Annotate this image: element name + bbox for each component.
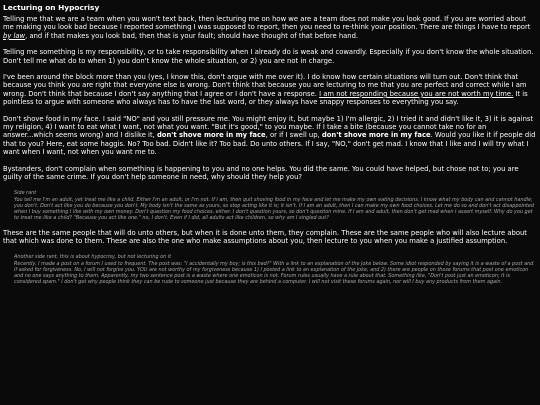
paragraph-team: [3, 15, 537, 40]
side-rant-text: You tell me I'm an adult, yet treat me like a child. Either I'm an adult, or I'm not. If I am, then quit shoving food in my face and let me make my own eating decisions. I know what my body can and cannot handle; you don't. Don't act like you do because you don't. My body isn't the same as yours, so stop acting like it is; it isn't. If I am an adult, then I can make my own food choices. Let me do so and don't act disappointed when I buy something I like with my own money. Don't question my food choices, either. I don't question yours, so don't question mine. If I am and adult, then don't get mad when I assert myself. Why do you get to treat me like a child? "Because you act like one." no, I don't. Even if I did, all adults act like children, so why am I singled out?: [14, 196, 534, 221]
emphasis-by-law: by law: [3, 31, 26, 40]
paragraph-text: Don't shove food in my face. I said "NO" and you still pressure me. You might enjoy it, but maybe 1) I'm allergic, 2) I tried it and didn't like it, 3) it is against my religion, 4) I want to eat what I want, not what you want. "But it's good," to you maybe. If I take a bite (because you cannot take no for an answer...which seems wrong) and I dislike it,: [3, 114, 534, 140]
paragraph-text: Telling me that we are a team when you won't text back, then lecturing me on how we are a team does not make you look good. If you are worried about me making you look bad because I reported something I was supposed to report, then you need to re-think your position. There are things I have to report: [3, 15, 531, 32]
paragraph-text: It is pointless to argue with someone who always has to have the last word, or they always have snappy responses to everything you say.: [3, 89, 528, 107]
side-rant-title: Side rant: [14, 189, 37, 196]
paragraph-responsibility: Telling me something is my responsibility, or to take responsibility when I already do is weak and cowardly. Especially if you don't know the whole situation. Don't tell me what do to when 1) you don't know the whole situation, or 2) you are not in charge.: [3, 48, 534, 65]
bold-statement: don't shove more in my face: [321, 131, 431, 140]
paragraph-text: , and if that makes you look bad, then that is your fault; should have thought of that before hand.: [25, 31, 359, 40]
paragraph-bystanders: Bystanders, don't complain when something is happening to you and no one helps. You did the same. You could have helped, but chose not to; you are guilty of the same crime. If you don't help someone in need, why should they help you?: [3, 164, 519, 182]
paragraph-text: I've been around the block more than you (yes, I know this, don't argue with me over it). I do know how certain situations will turn out. Don't think that because you think you are right that everyone else is wrong. Don't think that because you are lecturing to me that you are perfect and correct while I am wrong. Don't think that because I don't say anything that I agree or I don't have a response.: [3, 73, 527, 98]
page-title: Lecturing on Hypocrisy: [3, 3, 100, 12]
paragraph-same-people: These are the same people that will do unto others, but when it is done unto them, they complain. These are the same people who will also lecture about that which was done to them. These are also the one who make assumptions about you, then lecture to you when you make a justified assumption.: [3, 228, 527, 246]
side-rant-2-text: Recently, I made a post on a forum I used to frequent. The post was: "I accidentally my boy; is this bad?" With a link to an explanation of the joke below. Some idiot responded by saying it is a waste of a post and if asked for forgiveness. No, I will not forgive you. YOU are not worthy of my forgiveness because 1) I posted a link to an explanation of the joke, and 2) there are people on those forums that post one emoticon and no one says anything to them. Apparently, my two sentence post is a waste where one emoticon is not. Forum rules usually have a rule about that. Something like, "Don't post just an emoticon; it is considered spam." I don't get why people think they can be rude to someone just because they are behind a computer. I will not visit these forums again, nor will I buy any products from them again.: [14, 260, 534, 286]
paragraph-text: . Would you like it if people did that to you? Here, eat some haggis. No? Too bad. Didn't like it? Too bad. Do unto others. If I say, "NO," don't get mad. I know that I like and I will try what I want when I want, not when you want me to.: [3, 131, 536, 157]
side-rant-2: [14, 254, 537, 285]
paragraph-experience: [3, 73, 537, 107]
bold-statement: don't shove more in my face: [156, 131, 266, 140]
underlined-statement: I am not responding because you are not worth my time.: [319, 89, 514, 98]
paragraph-food: [3, 115, 537, 157]
side-rant-2-title: Another side rant, this is about hypocrisy, but not lecturing on it: [14, 253, 172, 260]
paragraph-text: , or if I swell up,: [265, 131, 322, 140]
side-rant: [14, 190, 537, 221]
